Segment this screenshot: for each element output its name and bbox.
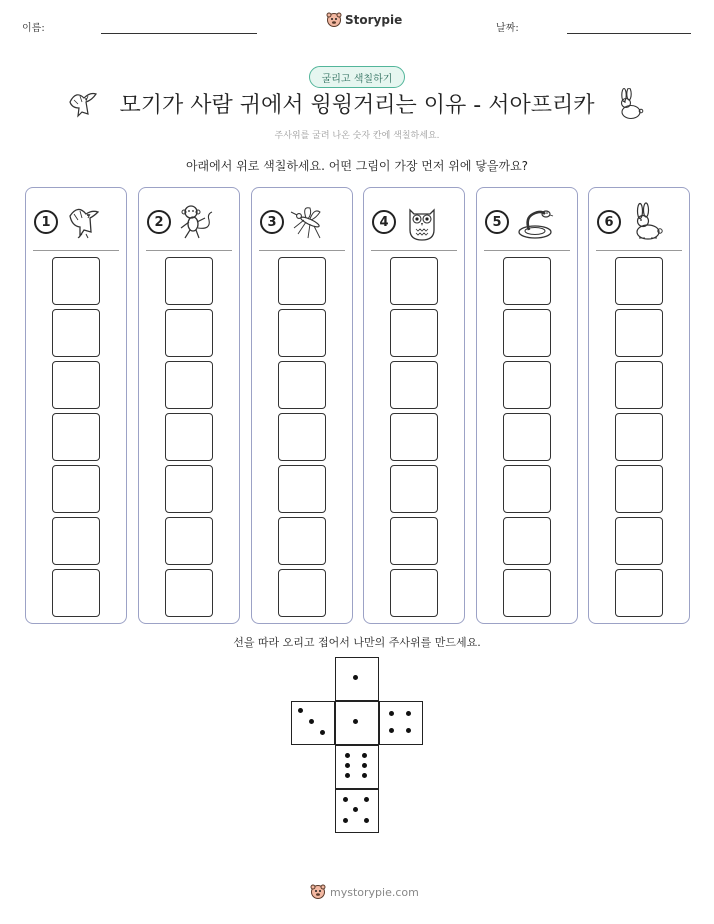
color-box[interactable] [165, 413, 213, 461]
color-box[interactable] [615, 257, 663, 305]
dice-pip [309, 719, 314, 724]
dice-pip [353, 675, 358, 680]
dice-pip [320, 730, 325, 735]
color-box[interactable] [165, 257, 213, 305]
color-box[interactable] [615, 517, 663, 565]
color-box[interactable] [165, 517, 213, 565]
dice-pip [345, 753, 350, 758]
color-box[interactable] [503, 465, 551, 513]
dice-pip [343, 818, 348, 823]
column-5 [476, 187, 578, 624]
dice-pip [362, 763, 367, 768]
column-6 [588, 187, 690, 624]
mosquito-icon [290, 202, 330, 242]
color-box[interactable] [52, 569, 100, 617]
dice-face-left [291, 701, 335, 745]
color-box[interactable] [615, 361, 663, 409]
dice-pip [345, 773, 350, 778]
column-1 [25, 187, 127, 624]
dice-pip [353, 719, 358, 724]
color-box[interactable] [278, 361, 326, 409]
column-separator [146, 250, 232, 251]
subtitle: 주사위를 굴려 나온 숫자 칸에 색칠하세요. [274, 131, 440, 141]
color-box[interactable] [503, 517, 551, 565]
color-box[interactable] [503, 413, 551, 461]
color-box[interactable] [165, 465, 213, 513]
color-box[interactable] [278, 465, 326, 513]
bird-icon [64, 202, 104, 242]
activity-badge: 굴리고 색칠하기 [309, 66, 405, 88]
date-line[interactable] [567, 33, 691, 34]
dice-face-right [379, 701, 423, 745]
dice-pip [345, 763, 350, 768]
color-box[interactable] [52, 361, 100, 409]
dice-pip [353, 807, 358, 812]
footer [310, 884, 419, 900]
color-box[interactable] [615, 569, 663, 617]
color-box[interactable] [165, 309, 213, 357]
rabbit-icon [627, 202, 667, 242]
column-2 [138, 187, 240, 624]
column-separator [596, 250, 682, 251]
name-label: 이름: [22, 23, 45, 34]
dice-pip [362, 773, 367, 778]
color-box[interactable] [52, 413, 100, 461]
column-4 [363, 187, 465, 624]
color-box[interactable] [390, 257, 438, 305]
footer-url[interactable]: mystorypie.com [330, 885, 419, 899]
storypie-mascot-icon [326, 12, 342, 28]
color-box[interactable] [503, 361, 551, 409]
dice-face-center [335, 701, 379, 745]
brand-name: Storypie [345, 13, 403, 27]
dice-pip [406, 728, 411, 733]
color-box[interactable] [52, 309, 100, 357]
color-box[interactable] [278, 257, 326, 305]
dice-pip [389, 728, 394, 733]
color-box[interactable] [278, 569, 326, 617]
dice-pip [406, 711, 411, 716]
color-box[interactable] [278, 413, 326, 461]
dice-caption: 선을 따라 오리고 접어서 나만의 주사위를 만드세요. [233, 636, 481, 649]
snake-icon [515, 202, 555, 242]
date-label: 날짜: [496, 23, 519, 34]
color-box[interactable] [52, 517, 100, 565]
dice-pip [343, 797, 348, 802]
dice-face-lower [335, 745, 379, 789]
dice-pip [364, 818, 369, 823]
color-box[interactable] [503, 257, 551, 305]
column-separator [371, 250, 457, 251]
dice-pip [364, 797, 369, 802]
owl-icon [402, 202, 442, 242]
instruction: 아래에서 위로 색칠하세요. 어떤 그림이 가장 먼저 위에 닿을까요? [185, 159, 529, 173]
column-number: 2 [147, 210, 171, 234]
column-separator [259, 250, 345, 251]
column-number: 1 [34, 210, 58, 234]
color-box[interactable] [390, 413, 438, 461]
color-box[interactable] [278, 517, 326, 565]
color-box[interactable] [615, 413, 663, 461]
dice-pip [389, 711, 394, 716]
name-line[interactable] [101, 33, 257, 34]
color-box[interactable] [390, 309, 438, 357]
dice-pip [362, 753, 367, 758]
column-separator [484, 250, 570, 251]
color-box[interactable] [503, 309, 551, 357]
column-separator [33, 250, 119, 251]
color-box[interactable] [615, 465, 663, 513]
color-box[interactable] [503, 569, 551, 617]
storypie-mascot-icon [310, 884, 326, 900]
color-box[interactable] [390, 569, 438, 617]
color-box[interactable] [390, 517, 438, 565]
dice-face-top [335, 657, 379, 701]
color-box[interactable] [390, 361, 438, 409]
column-number: 4 [372, 210, 396, 234]
column-3 [251, 187, 353, 624]
storypie-logo [326, 12, 402, 28]
page-title: 모기가 사람 귀에서 윙윙거리는 이유 - 서아프리카 [119, 93, 595, 118]
color-box[interactable] [278, 309, 326, 357]
color-box[interactable] [52, 465, 100, 513]
color-box[interactable] [615, 309, 663, 357]
column-number: 6 [597, 210, 621, 234]
column-number: 5 [485, 210, 509, 234]
dice-pip [298, 708, 303, 713]
color-box[interactable] [390, 465, 438, 513]
monkey-icon [177, 202, 217, 242]
rabbit-title-icon [614, 88, 644, 120]
color-box[interactable] [165, 569, 213, 617]
color-box[interactable] [165, 361, 213, 409]
color-box[interactable] [52, 257, 100, 305]
dice-face-bottom [335, 789, 379, 833]
column-number: 3 [260, 210, 284, 234]
